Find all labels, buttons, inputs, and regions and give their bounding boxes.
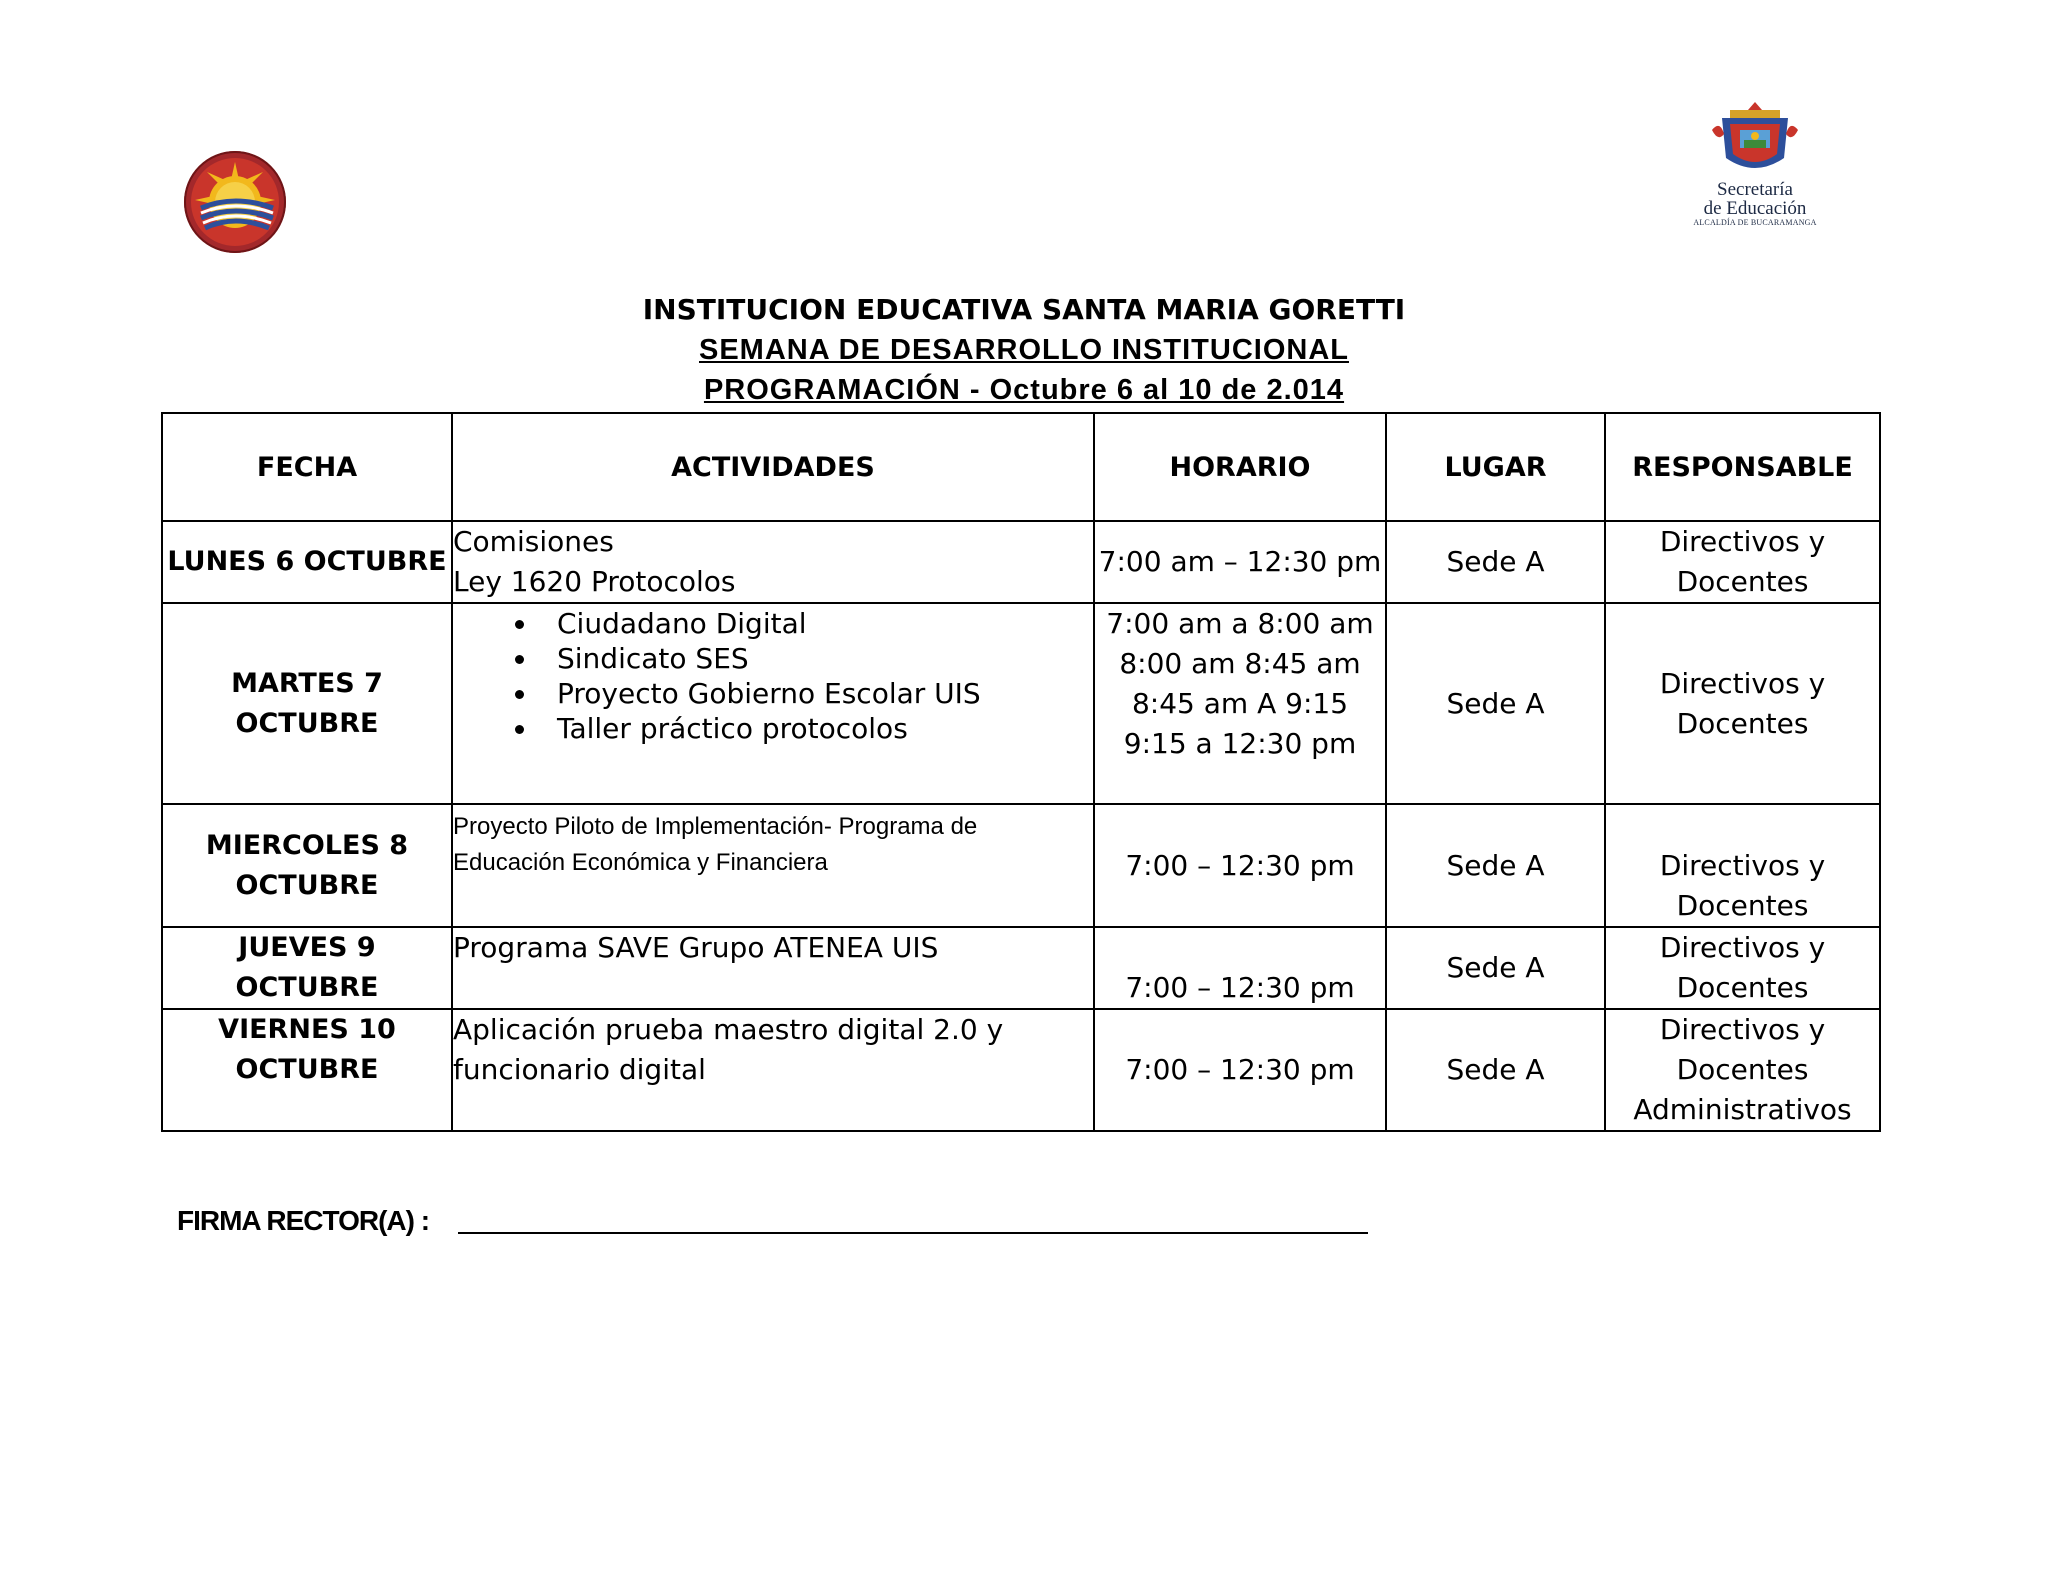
lugar-cell: Sede A (1386, 1009, 1605, 1131)
horario-cell: 7:00 am – 12:30 pm (1094, 521, 1386, 603)
activity-line: Educación Económica y Financiera (453, 849, 828, 876)
fecha-cell: LUNES 6 OCTUBRE (162, 521, 452, 603)
institution-title: INSTITUCION EDUCATIVA SANTA MARIA GORETTI (642, 293, 1406, 326)
horario-cell: 7:00 – 12:30 pm (1094, 927, 1386, 1009)
actividades-cell (452, 1009, 1094, 1131)
fecha-cell (162, 1009, 452, 1131)
actividades-cell: Programa SAVE Grupo ATENEA UIS (452, 927, 1094, 1009)
fecha-line: OCTUBRE (235, 869, 379, 901)
fecha-cell: MARTES 7 OCTUBRE (162, 603, 452, 804)
activity-list (453, 606, 1093, 746)
horario-line: 9:15 a 12:30 pm (1123, 727, 1357, 760)
lugar-cell: Sede A (1386, 804, 1605, 927)
actividades-cell (452, 804, 1094, 927)
lugar-cell: Sede A (1386, 603, 1605, 804)
signature-line (458, 1232, 1368, 1234)
responsable-line: Directivos y (1659, 525, 1826, 558)
responsable-line: Docentes (1676, 971, 1809, 1004)
program-title: PROGRAMACIÓN - Octubre 6 al 10 de 2.014 (703, 374, 1345, 406)
actividades-cell (452, 603, 1094, 804)
header-fecha: FECHA (162, 413, 452, 521)
responsable-line: Docentes (1676, 706, 1809, 740)
lugar-cell: Sede A (1386, 927, 1605, 1009)
responsable-line: Docentes (1676, 1053, 1809, 1086)
header-actividades: ACTIVIDADES (452, 413, 1094, 521)
list-item: Sindicato SES (557, 641, 1093, 676)
header-horario: HORARIO (1094, 413, 1386, 521)
table-row (162, 521, 1880, 603)
lugar-cell: Sede A (1386, 521, 1605, 603)
activity-line: Ley 1620 Protocolos (453, 565, 736, 598)
list-item: Taller práctico protocolos (557, 711, 1093, 746)
schedule-table (161, 412, 1881, 1132)
week-title: SEMANA DE DESARROLLO INSTITUCIONAL (699, 334, 1349, 366)
horario-line: 7:00 am a 8:00 am (1106, 607, 1374, 640)
responsable-line: Administrativos (1633, 1093, 1852, 1126)
responsable-line: Directivos y (1659, 666, 1826, 700)
responsable-line: Directivos y (1659, 1013, 1826, 1046)
responsable-line: Docentes (1676, 565, 1809, 598)
responsable-cell (1605, 1009, 1880, 1131)
responsable-cell (1605, 521, 1880, 603)
header-lugar: LUGAR (1386, 413, 1605, 521)
actividades-cell (452, 521, 1094, 603)
horario-cell: 7:00 – 12:30 pm (1094, 804, 1386, 927)
fecha-line: MIERCOLES 8 (205, 829, 409, 861)
activity-line: Aplicación prueba maestro digital 2.0 y (453, 1013, 1004, 1046)
horario-cell: 7:00 – 12:30 pm (1094, 1009, 1386, 1131)
table-row (162, 1009, 1880, 1131)
header-responsable: RESPONSABLE (1605, 413, 1880, 521)
horario-line: 8:00 am 8:45 am (1119, 647, 1361, 680)
responsable-line: Docentes (1676, 889, 1809, 922)
responsable-line: Directivos y (1659, 849, 1826, 882)
responsable-cell (1605, 804, 1880, 927)
activity-line: Comisiones (453, 525, 614, 558)
activity-line: Proyecto Piloto de Implementación- Programa de (453, 813, 978, 840)
responsable-cell (1605, 603, 1880, 804)
seal-text-secretaria: Secretaría (1717, 179, 1793, 200)
school-emblem-logo (183, 150, 287, 254)
document-titles (0, 290, 2048, 410)
table-row (162, 804, 1880, 927)
table-row (162, 927, 1880, 1009)
fecha-line: OCTUBRE (235, 1054, 379, 1085)
responsable-line: Directivos y (1659, 931, 1826, 964)
seal-text-de-educacion: de Educación (1703, 198, 1807, 219)
fecha-cell (162, 804, 452, 927)
list-item: Ciudadano Digital (557, 606, 1093, 641)
responsable-cell (1605, 927, 1880, 1009)
firma-rector-label: FIRMA RECTOR(A) : (177, 1205, 430, 1236)
horario-line: 8:45 am A 9:15 (1131, 687, 1349, 720)
list-item: Proyecto Gobierno Escolar UIS (557, 676, 1093, 711)
table-header-row (162, 413, 1880, 521)
fecha-line: VIERNES 10 (218, 1014, 396, 1045)
activity-line: funcionario digital (453, 1053, 706, 1086)
seal-text-alcaldia: ALCALDÍA DE BUCARAMANGA (1693, 218, 1817, 227)
table-row (162, 603, 1880, 804)
horario-cell (1094, 603, 1386, 804)
fecha-cell: JUEVES 9 OCTUBRE (162, 927, 452, 1009)
secretaria-educacion-logo (1680, 100, 1830, 235)
